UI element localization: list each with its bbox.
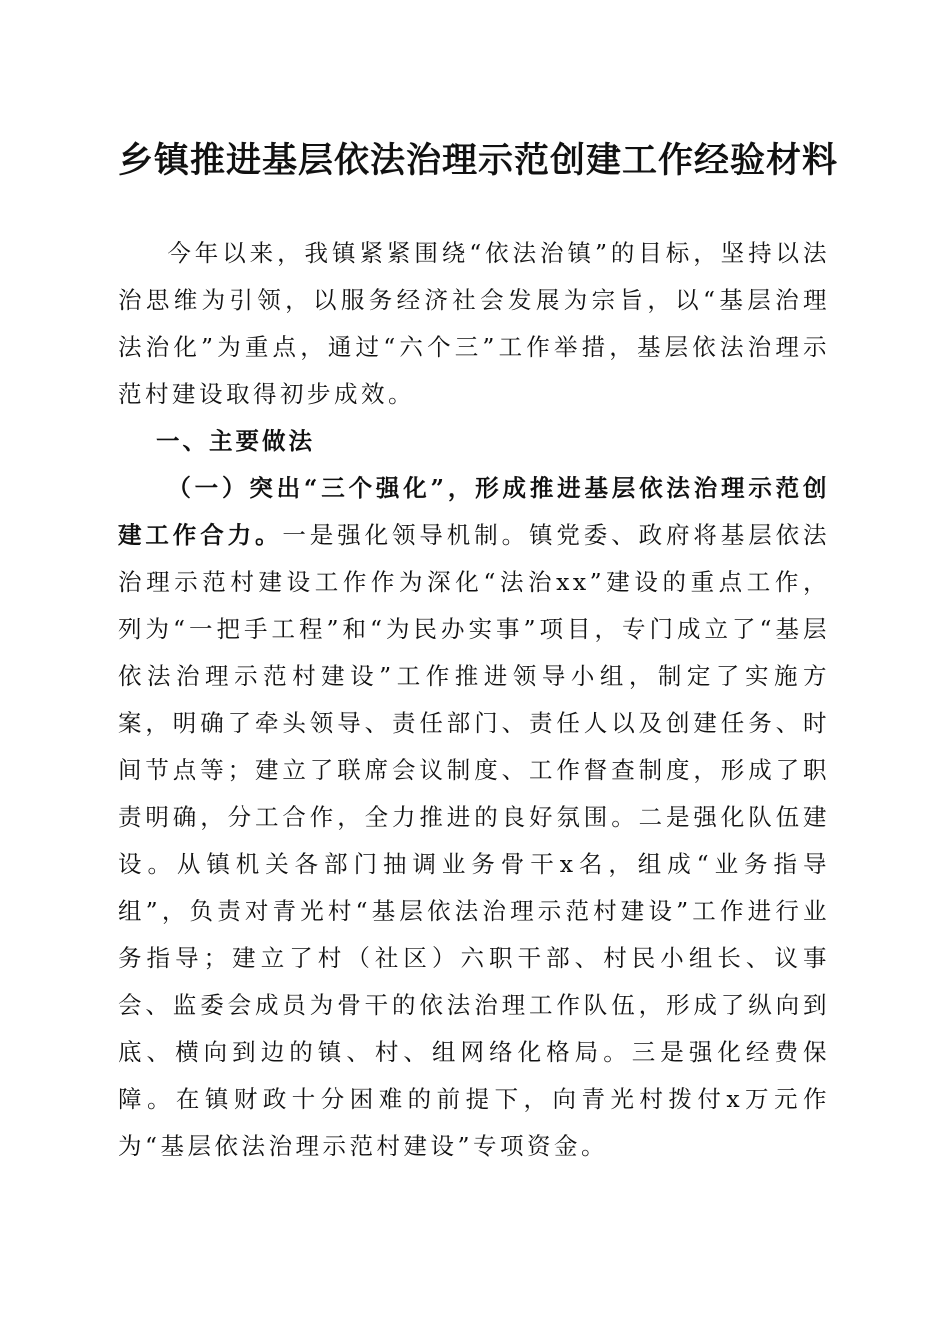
subsection-body: 一是强化领导机制。镇党委、政府将基层依法治理示范村建设工作作为深化“法治xx”建设的重点工作，列为“一把手工程”和“为民办实事”项目，专门成立了“基层依法治理示范村建设”工作推进领导小组，制定了实施方案，明确了牵头领导、责任部门、责任人以及创建任务、时间节点等；建立了联席会议制度、工作督查制度，形成了职责明确，分工合作，全力推进的良好氛围。二是强化队伍建设。从镇机关各部门抽调业务骨干x名，组成“业务指导组”，负责对青光村“基层依法治理示范村建设”工作进行业务指导；建立了村（社区）六职干部、村民小组长、议事会、监委会成员为骨干的依法治理工作队伍，形成了纵向到底、横向到边的镇、村、组网络化格局。三是强化经费保障。在镇财政十分困难的前提下，向青光村拨付x万元作为“基层依法治理示范村建设”专项资金。 xyxy=(118,521,831,1160)
subsection-paragraph xyxy=(118,465,830,1170)
document-body xyxy=(118,230,830,1170)
section-heading: 一、主要做法 xyxy=(156,427,315,455)
document-title: 乡镇推进基层依法治理示范创建工作经验材料 xyxy=(118,140,839,181)
intro-paragraph: 今年以来，我镇紧紧围绕“依法治镇”的目标，坚持以法治思维为引领，以服务经济社会发展为宗旨，以“基层治理法治化”为重点，通过“六个三”工作举措，基层依法治理示范村建设取得初步成效。 xyxy=(118,239,830,408)
subsection-lead: （一）突出“三个强化”，形成推进基层依法治理示范创建工作合力。 xyxy=(118,474,830,549)
